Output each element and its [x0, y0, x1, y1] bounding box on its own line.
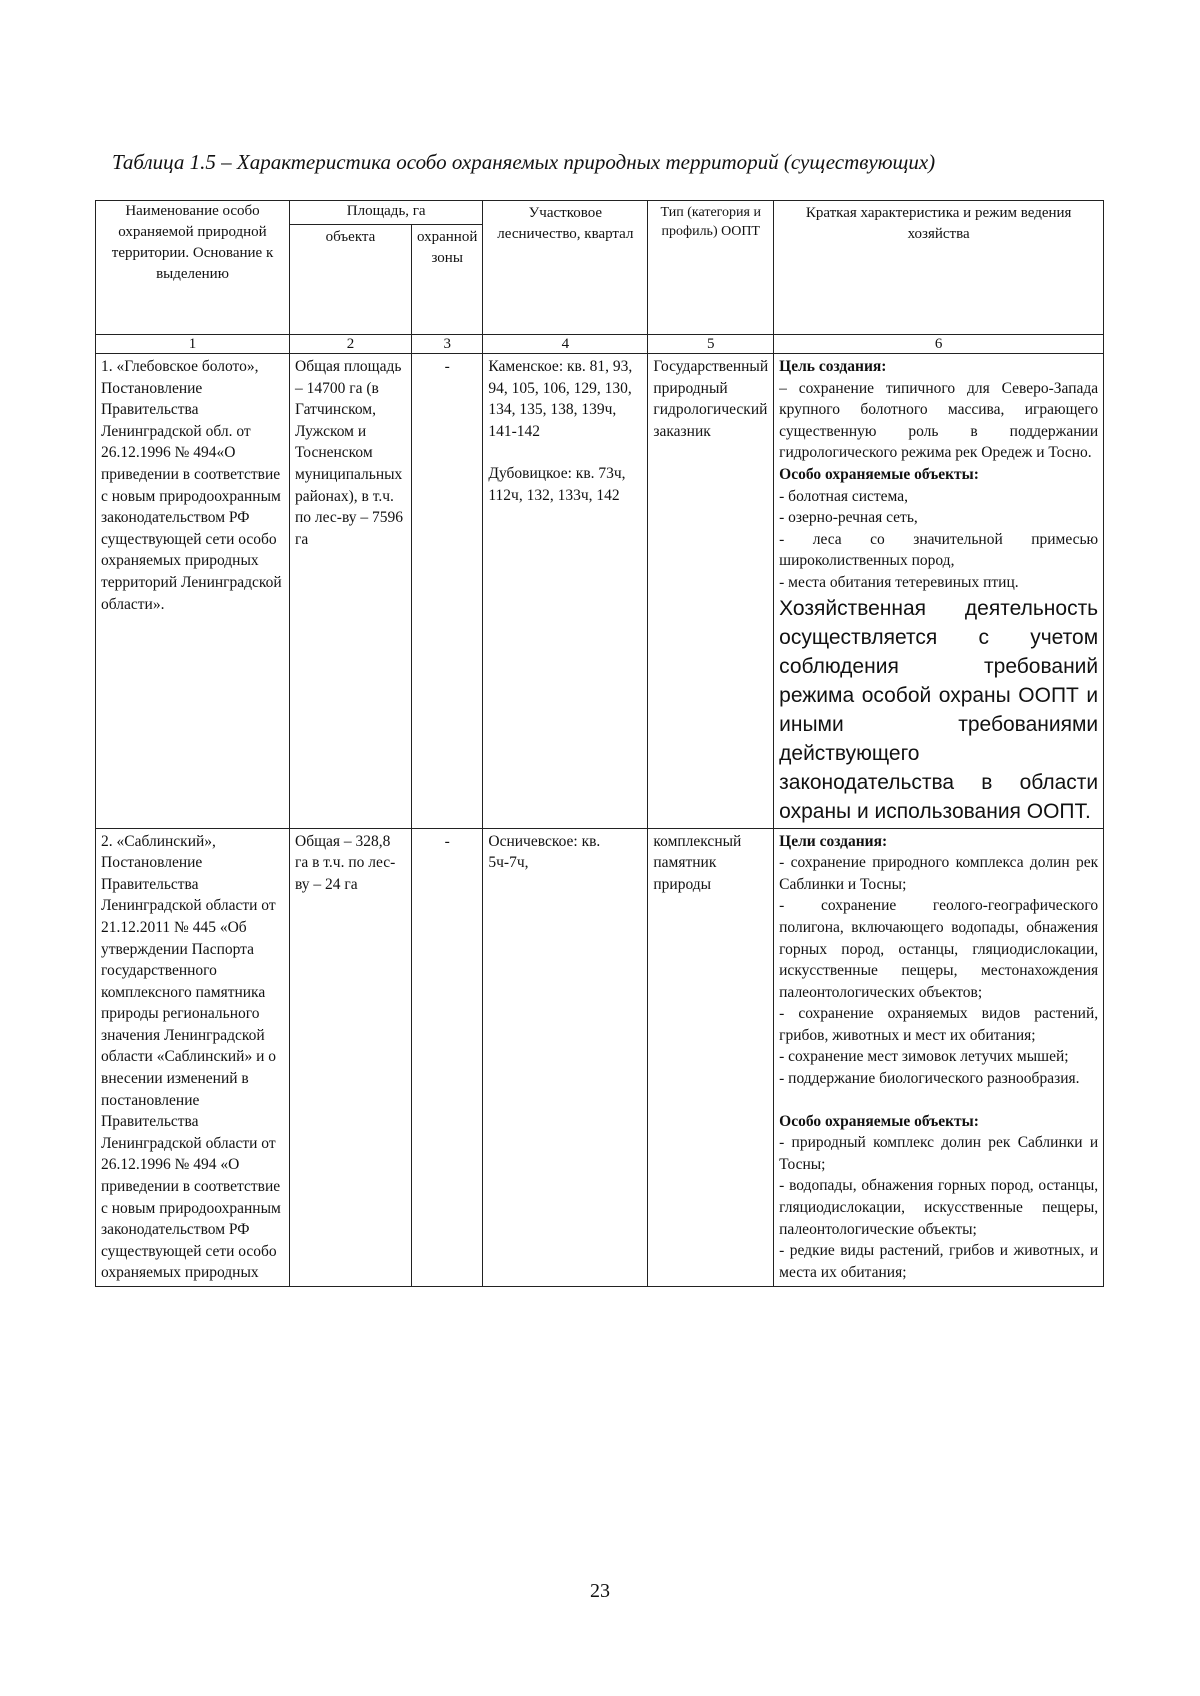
goal-item: - сохранение мест зимовок летучих мышей;: [779, 1048, 1069, 1066]
header-summary: Краткая характеристика и режим ведения хозяйства: [774, 201, 1104, 335]
goal-item: - поддержание биологического разнообразия.: [779, 1070, 1080, 1088]
objects-heading: Особо охраняемые объекты:: [779, 465, 979, 483]
object-item: - водопады, обнажения горных пород, останцы, гляциодислокации, искусственные пещеры, палеонтологические объекты;: [779, 1177, 1099, 1238]
object-item: - леса со значительной примесью широколиственных пород,: [779, 530, 1099, 570]
forestry-line: Каменское: кв. 81, 93, 94, 105, 106, 129, 130, 134, 135, 138, 139ч, 141-142: [488, 358, 633, 440]
goal-item: - сохранение природного комплекса долин рек Саблинки и Тосны;: [779, 854, 1099, 893]
header-forestry: Участковое лесничество, квартал: [483, 201, 648, 335]
cell-area: Общая – 328,8 га в т.ч. по лес-ву – 24 га: [290, 828, 412, 1286]
column-number: 5: [648, 335, 774, 354]
table-row: [96, 354, 1104, 829]
column-number: 6: [774, 335, 1104, 354]
object-item: - природный комплекс долин рек Саблинки и Тосны;: [779, 1134, 1099, 1173]
header-name: Наименование особо охраняемой природной территории. Основание к выделению: [96, 201, 290, 335]
forestry-line: Осничевское: кв. 5ч-7ч,: [488, 832, 601, 872]
header-area-zone: охранной зоны: [412, 225, 483, 335]
protected-areas-table: [95, 200, 1104, 1287]
goals-heading: Цели создания:: [779, 832, 888, 850]
cell-forestry: [483, 354, 648, 829]
header-row-1: [96, 201, 1104, 225]
goal-item: - сохранение геолого-географического полигона, включающего водопады, обнажения горных пород, останцы, гляциодислокации, искусственные пещеры, местонахождения палеонтологических объектов;: [779, 897, 1099, 1001]
goal-heading: Цель создания:: [779, 358, 887, 375]
cell-area: Общая площадь – 14700 га (в Гатчинском, Лужском и Тосненском муниципальных районах), в т.ч. по лес-ву – 7596 га: [290, 354, 412, 829]
header-area-object: объекта: [290, 225, 412, 335]
cell-name: 1. «Глебовское болото», Постановление Правительства Ленинградской обл. от 26.12.1996 № 494«О приведении в соответствие с новым природоохранным законодательством РФ существующей сети особо охраняемых природных территорий Ленинградской области».: [96, 354, 290, 829]
column-number: 2: [290, 335, 412, 354]
column-number-row: [96, 335, 1104, 354]
cell-zone: -: [412, 354, 483, 829]
cell-type: Государственный природный гидрологический заказник: [648, 354, 774, 829]
cell-summary: [774, 354, 1104, 829]
header-type: Тип (категория и профиль) ООПТ: [648, 201, 774, 335]
column-number: 1: [96, 335, 290, 354]
object-item: - болотная система,: [779, 487, 909, 505]
page-number: 23: [590, 1580, 610, 1602]
header-area: Площадь, га: [290, 201, 483, 225]
activity-text: Хозяйственная деятельность осуществляется с учетом соблюдения требований режима особой охраны ООПТ и иными требованиями действующего законодательства в области охраны и использования ООПТ.: [779, 596, 1099, 823]
cell-forestry: [483, 828, 648, 1286]
forestry-line: Дубовицкое: кв. 73ч, 112ч, 132, 133ч, 142: [488, 465, 626, 504]
object-item: - редкие виды растений, грибов и животных, и места их обитания;: [779, 1242, 1099, 1281]
goal-text: – сохранение типичного для Северо-Запада крупного болотного массива, играющего существенную роль в поддержании гидрологического режима рек Оредеж и Тосно.: [779, 379, 1099, 462]
object-item: - места обитания тетеревиных птиц.: [779, 573, 1019, 591]
cell-type: комплексный памятник природы: [648, 828, 774, 1286]
table-row: [96, 828, 1104, 1286]
column-number: 3: [412, 335, 483, 354]
cell-name: 2. «Саблинский», Постановление Правительства Ленинградской области от 21.12.2011 № 445 «Об утверждении Паспорта государственного комплексного памятника природы регионального значения Ленинградской области «Саблинский» и о внесении изменений в постановление Правительства Ленинградской области от 26.12.1996 № 494 «О приведении в соответствие с новым природоохранным законодательством РФ существующей сети особо охраняемых природных: [96, 828, 290, 1286]
cell-summary: [774, 828, 1104, 1286]
column-number: 4: [483, 335, 648, 354]
table-caption: Таблица 1.5 – Характеристика особо охраняемых природных территорий (существующих): [112, 150, 936, 174]
objects-heading: Особо охраняемые объекты:: [779, 1112, 979, 1130]
object-item: - озерно-речная сеть,: [779, 509, 918, 527]
goal-item: - сохранение охраняемых видов растений, грибов, животных и мест их обитания;: [779, 1005, 1099, 1044]
cell-zone: -: [412, 828, 483, 1286]
